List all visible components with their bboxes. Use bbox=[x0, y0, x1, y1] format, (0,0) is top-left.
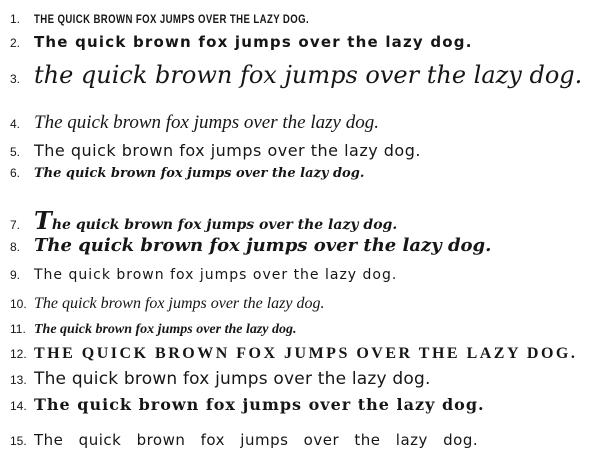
pangram-sample: The quick brown fox jumps over the lazy dog. bbox=[34, 431, 479, 449]
line-number: 2. bbox=[10, 36, 21, 50]
font-sample-row bbox=[10, 322, 600, 338]
font-sample-row bbox=[10, 33, 600, 51]
pangram-sample: The quick brown fox jumps over the lazy dog. bbox=[34, 33, 473, 51]
line-number: 12. bbox=[10, 347, 27, 361]
pangram-sample: The quick brown fox jumps over the lazy dog. bbox=[34, 235, 492, 256]
line-number: 7. bbox=[10, 218, 21, 232]
pangram-sample: The quick brown fox jumps over the lazy dog. bbox=[34, 295, 325, 312]
line-number: 10. bbox=[10, 297, 27, 311]
font-sample-row bbox=[10, 166, 600, 181]
pangram-sample: The quick brown fox jumps over the lazy dog. bbox=[34, 112, 379, 133]
line-number: 6. bbox=[10, 166, 21, 180]
font-sample-row bbox=[10, 345, 600, 363]
pangram-sample: The quick brown fox jumps over the lazy dog. bbox=[34, 166, 365, 181]
pangram-sample: The quick brown fox jumps over the lazy dog. bbox=[34, 141, 421, 160]
line-number: 3. bbox=[10, 72, 21, 86]
font-sample-row bbox=[10, 431, 600, 449]
pangram-sample: The quick brown fox jumps over the lazy dog. bbox=[34, 206, 398, 235]
font-sample-row bbox=[10, 206, 600, 235]
line-number: 1. bbox=[10, 12, 21, 26]
font-sample-row bbox=[10, 141, 600, 160]
line-number: 4. bbox=[10, 117, 21, 131]
font-sample-row bbox=[10, 235, 600, 256]
line-number: 15. bbox=[10, 434, 27, 448]
pangram-sample: The quick brown fox jumps over the lazy dog. bbox=[34, 322, 297, 337]
font-sample-row bbox=[10, 369, 600, 389]
line-number: 11. bbox=[10, 322, 26, 336]
font-sample-row bbox=[10, 395, 600, 414]
font-sample-row bbox=[10, 61, 600, 89]
line-number: 14. bbox=[10, 399, 27, 413]
font-sample-row bbox=[10, 267, 600, 283]
line-number: 5. bbox=[10, 145, 21, 159]
line-number: 9. bbox=[10, 268, 21, 282]
line-number: 8. bbox=[10, 240, 21, 254]
pangram-sample: The quick brown fox jumps over the lazy dog. bbox=[34, 267, 398, 283]
pangram-sample: THE QUICK BROWN FOX JUMPS OVER THE LAZY DOG. bbox=[34, 345, 578, 362]
line-number: 13. bbox=[10, 373, 27, 387]
pangram-sample: The quick brown fox jumps over the lazy dog. bbox=[34, 395, 485, 414]
font-sample-row bbox=[10, 295, 600, 313]
pangram-sample: the quick brown fox jumps over the lazy dog. bbox=[34, 61, 583, 89]
font-sample-row bbox=[10, 12, 600, 26]
pangram-sample: The quick brown fox jumps over the lazy dog. bbox=[34, 369, 431, 389]
font-sample-row bbox=[10, 112, 600, 134]
pangram-sample: THE QUICK BROWN FOX JUMPS OVER THE LAZY DOG. bbox=[34, 12, 310, 26]
